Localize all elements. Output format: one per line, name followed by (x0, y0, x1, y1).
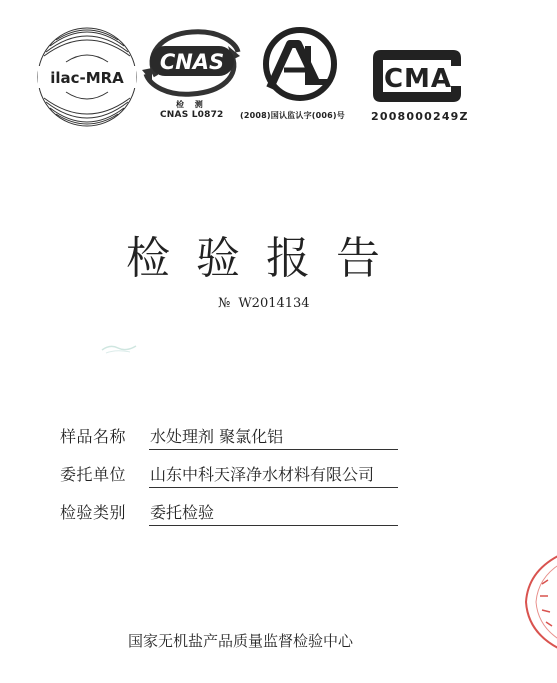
official-seal-stamp (518, 552, 557, 652)
svg-text:CNAS: CNAS (159, 50, 225, 74)
cnas-caption-testing: 检 测 (176, 100, 207, 109)
cma-caption: 2008000249Z (371, 110, 469, 123)
cnas-caption-number: CNAS L0872 (160, 110, 224, 120)
report-number: W2014134 (238, 296, 310, 311)
field-label: 检验类别 (60, 503, 127, 522)
issuing-organization: 国家无机盐产品质量监督检验中心 (128, 632, 354, 650)
number-sign: № (218, 296, 231, 311)
field-label: 委托单位 (60, 465, 127, 484)
scan-smudge (100, 340, 140, 356)
svg-text:CMA: CMA (383, 64, 453, 94)
ilac-mra-logo (36, 26, 138, 128)
field-value: 水处理剂 聚氯化铝 (149, 424, 398, 450)
field-label: 样品名称 (60, 427, 127, 446)
report-title: 检验报告 (126, 233, 406, 284)
field-value: 山东中科天泽净水材料有限公司 (149, 462, 398, 488)
svg-text:ilac-MRA: ilac-MRA (50, 69, 124, 87)
report-number-line (218, 296, 310, 311)
field-value: 委托检验 (149, 500, 398, 526)
cal-caption: (2008)国认监认字(006)号 (240, 111, 345, 120)
